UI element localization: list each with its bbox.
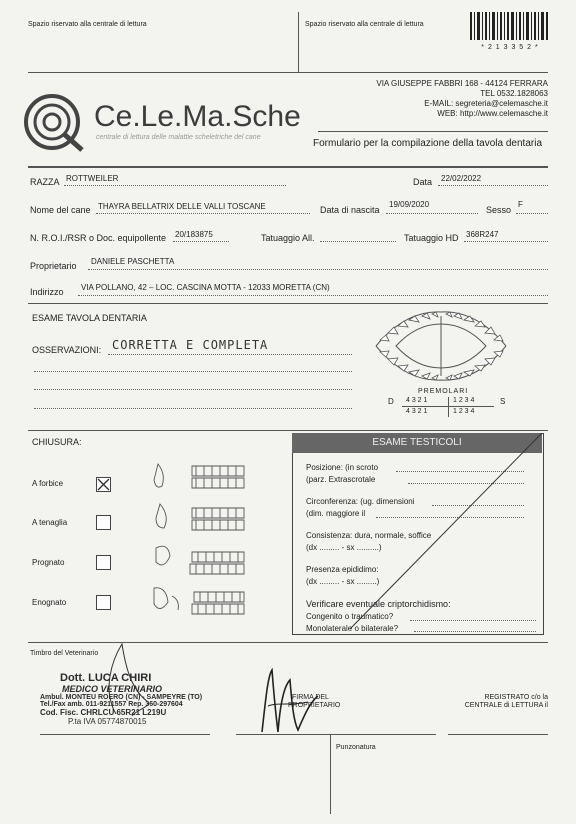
vet-signature bbox=[92, 640, 172, 720]
obs-line-3 bbox=[34, 389, 352, 390]
roi-label: N. R.O.I./RSR o Doc. equipollente bbox=[30, 233, 167, 243]
firma-label: FIRMA DEL bbox=[292, 694, 329, 701]
obs-line-2 bbox=[34, 371, 352, 372]
nome-underline bbox=[96, 213, 310, 214]
chart-s-label: S bbox=[500, 397, 506, 406]
fields-separator bbox=[28, 303, 548, 304]
top-divider bbox=[298, 12, 299, 72]
chart-lower-right: 1 2 3 4 bbox=[453, 408, 475, 415]
chart-grid-v bbox=[448, 397, 449, 417]
org-name: Ce.Le.Ma.Sche bbox=[94, 100, 301, 133]
checkbox-prognato[interactable] bbox=[96, 555, 111, 570]
chiusura-label-tenaglia: A tenaglia bbox=[32, 518, 68, 527]
stamp-line-4: Tel./Fax amb. 011-9211557 Rep. 360-297604 bbox=[40, 701, 183, 708]
right-reserved-label: Spazio riservato alla centrale di lettura bbox=[305, 21, 424, 28]
stamp-line-2: MEDICO VETERINARIO bbox=[62, 684, 163, 694]
testicoli-title: ESAME TESTICOLI bbox=[292, 433, 542, 453]
org-address: VIA GIUSEPPE FABBRI 168 - 44124 FERRARA bbox=[376, 79, 548, 88]
dental-chart-diagram bbox=[366, 306, 516, 388]
org-tagline: centrale di lettura delle malattie scheletriche del cane bbox=[96, 134, 261, 141]
timbro-label: Timbro del Veterinario bbox=[30, 650, 99, 657]
punzonatura-label: Punzonatura bbox=[336, 744, 376, 751]
obs-line-4 bbox=[34, 408, 352, 409]
roi-value[interactable]: 20/183875 bbox=[175, 230, 213, 239]
checkbox-forbice[interactable] bbox=[96, 477, 111, 492]
proprietario-label: Proprietario bbox=[30, 261, 77, 271]
tatuaggio-underline bbox=[320, 241, 396, 242]
registrato-underline bbox=[448, 734, 548, 735]
barcode-number: * 2 1 3 3 5 2 * bbox=[481, 44, 539, 51]
data-underline bbox=[438, 185, 548, 186]
tatuaggio-hd-label: Tatuaggio HD bbox=[404, 233, 459, 243]
bite-illustrations bbox=[150, 460, 250, 620]
testicoli-circonferenza-2: (dim. maggiore il bbox=[306, 509, 366, 518]
proprietario-underline bbox=[88, 269, 548, 270]
sesso-value[interactable]: F bbox=[518, 200, 523, 209]
barcode bbox=[470, 12, 550, 46]
indirizzo-value[interactable]: VIA POLLANO, 42 – LOC. CASCINA MOTTA - 12033 MORETTA (CN) bbox=[81, 283, 330, 292]
nome-label: Nome del cane bbox=[30, 205, 91, 215]
stamp-line-3: Ambul. MONTEU ROERO (CN) - SAMPEYRE (TO) bbox=[40, 694, 203, 701]
testicoli-circonferenza: Circonferenza: (ug. dimensioni bbox=[306, 497, 415, 506]
chiusura-label-forbice: A forbice bbox=[32, 479, 64, 488]
nascita-label: Data di nascita bbox=[320, 205, 380, 215]
chart-d-label: D bbox=[388, 397, 394, 406]
stamp-line-1: Dott. LUCA CHIRI bbox=[60, 672, 152, 684]
exam-separator bbox=[28, 430, 548, 431]
osservazioni-label: OSSERVAZIONI: bbox=[32, 345, 102, 355]
testicoli-posizione: Posizione: (in scroto bbox=[306, 463, 379, 472]
sesso-underline bbox=[516, 213, 548, 214]
testicoli-epididimo: Presenza epididimo: bbox=[306, 565, 379, 574]
registrato-label-2: CENTRALE di LETTURA il bbox=[464, 702, 548, 709]
firma-label-2: PROPRIETARIO bbox=[288, 702, 341, 709]
tatuaggio-hd-value[interactable]: 368R247 bbox=[466, 230, 499, 239]
roi-underline bbox=[173, 241, 229, 242]
testicoli-epididimo-2: (dx ......... - sx .........) bbox=[306, 577, 380, 586]
org-web: WEB: http://www.celemasche.it bbox=[437, 109, 548, 118]
header-separator bbox=[28, 72, 548, 73]
celemasche-logo-icon bbox=[22, 92, 88, 154]
sesso-label: Sesso bbox=[486, 205, 512, 215]
testicoli-cripto-3: Monolaterale o bilaterale? bbox=[306, 624, 399, 633]
razza-label: RAZZA bbox=[30, 177, 60, 187]
testicoli-consistenza-2: (dx ......... - sx ..........) bbox=[306, 543, 382, 552]
chart-lower-left: 4 3 2 1 bbox=[406, 408, 428, 415]
exam-title: ESAME TAVOLA DENTARIA bbox=[32, 313, 147, 323]
strikeout-diagonal bbox=[292, 433, 542, 633]
org-tel: TEL 0532.1828063 bbox=[480, 89, 548, 98]
chiusura-label-prognato: Prognato bbox=[32, 558, 65, 567]
data-value[interactable]: 22/02/2022 bbox=[441, 174, 482, 183]
stamp-line-5: Cod. Fisc. CHRLCU 65R21 L219U bbox=[40, 708, 167, 717]
left-reserved-label: Spazio riservato alla centrale di lettura bbox=[28, 21, 147, 28]
nascita-value[interactable]: 19/09/2020 bbox=[389, 200, 430, 209]
razza-underline bbox=[64, 185, 286, 186]
registrato-label: REGISTRATO c/o la bbox=[484, 694, 548, 701]
tatuaggio-label: Tatuaggio All. bbox=[261, 233, 315, 243]
data-label: Data bbox=[413, 177, 433, 187]
obs-line-1 bbox=[108, 354, 352, 355]
nascita-underline bbox=[386, 213, 478, 214]
indirizzo-underline bbox=[78, 295, 548, 296]
title-separator bbox=[28, 166, 548, 168]
razza-value[interactable]: ROTTWEILER bbox=[66, 174, 119, 183]
checkbox-enognato[interactable] bbox=[96, 595, 111, 610]
chart-upper-right: 1 2 3 4 bbox=[453, 397, 475, 404]
proprietario-value[interactable]: DANIELE PASCHETTA bbox=[91, 257, 175, 266]
stamp-line-6: P.ta IVA 05774870015 bbox=[68, 717, 147, 726]
checkbox-tenaglia[interactable] bbox=[96, 515, 111, 530]
indirizzo-label: Indirizzo bbox=[30, 287, 64, 297]
checkmark-icon bbox=[97, 478, 110, 491]
testicoli-cripto-2: Congenito o traumatico? bbox=[306, 612, 394, 621]
premolari-label: PREMOLARI bbox=[418, 388, 469, 395]
stamp-underline bbox=[40, 734, 210, 735]
org-contacts bbox=[340, 79, 548, 119]
osservazioni-value[interactable]: CORRETTA E COMPLETA bbox=[112, 338, 269, 352]
testicoli-consistenza: Consistenza: dura, normale, soffice bbox=[306, 531, 432, 540]
nome-value[interactable]: THAYRA BELLATRIX DELLE VALLI TOSCANE bbox=[98, 202, 266, 211]
chiusura-title: CHIUSURA: bbox=[32, 437, 82, 447]
chiusura-label-enognato: Enognato bbox=[32, 598, 67, 607]
form-title: Formulario per la compilazione della tavola dentaria bbox=[313, 138, 543, 149]
tatuaggio-hd-underline bbox=[464, 241, 548, 242]
title-top-line bbox=[318, 131, 548, 132]
testicoli-posizione-2: (parz. Extrascrotale bbox=[306, 475, 376, 484]
firma-underline bbox=[236, 734, 436, 735]
org-email: E-MAIL: segreteria@celemasche.it bbox=[424, 99, 548, 108]
punzonatura-divider bbox=[330, 734, 331, 814]
chart-upper-left: 4 3 2 1 bbox=[406, 397, 428, 404]
testicoli-cripto: Verificare eventuale criptorchidismo: bbox=[306, 599, 451, 609]
